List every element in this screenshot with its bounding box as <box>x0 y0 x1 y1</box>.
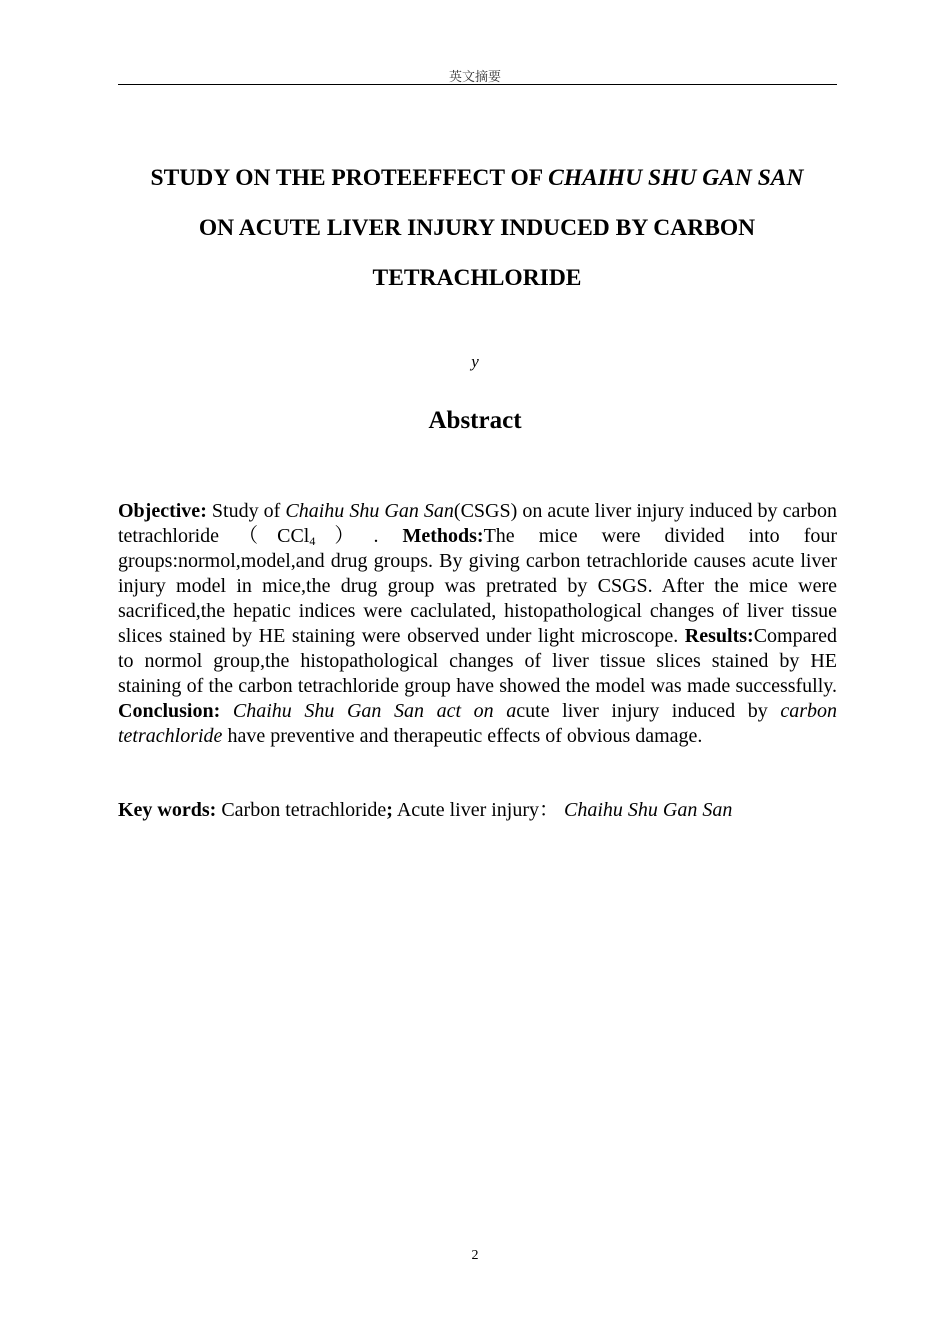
abstract-text: Study of <box>206 500 286 522</box>
abstract-italic-text: Chaihu Shu Gan San <box>285 500 454 522</box>
abstract-text: Compared to normol group,the histopathological changes of liver tissue slices stained by HE staining of the carbon tetrachloride group have showed the model was made successfully. <box>118 625 837 697</box>
title-line-1 <box>100 153 854 203</box>
keyword: Carbon tetrachloride <box>216 799 387 821</box>
abstract-text: have preventive and therapeutic effects of obvious damage. <box>222 725 703 747</box>
results-label: Results: <box>684 625 754 647</box>
running-header: 英文摘要 <box>448 70 501 85</box>
abstract-text: ）. <box>315 525 403 547</box>
keyword-separator: ; <box>386 799 393 821</box>
abstract-heading: Abstract <box>428 407 522 434</box>
objective-label: Objective: <box>118 500 207 522</box>
abstract-italic-text: carbon tetrachloride <box>118 700 838 747</box>
paper-title <box>100 153 854 303</box>
title-line-3: TETRACHLORIDE <box>372 265 582 291</box>
page-number: 2 <box>471 1248 479 1263</box>
abstract-italic-text: Chaihu Shu Gan San act on a <box>220 700 517 722</box>
abstract-text: cute liver injury induced by <box>516 700 781 722</box>
title-part-1-italic: CHAIHU SHU GAN SAN <box>548 165 804 191</box>
keyword: Acute liver injury： <box>392 799 560 821</box>
header-rule <box>118 84 837 85</box>
abstract-body <box>118 499 837 749</box>
methods-label: Methods: <box>402 525 484 547</box>
title-line-2: ON ACUTE LIVER INJURY INDUCED BY CARBON <box>198 215 756 241</box>
keywords-label: Key words: <box>118 799 217 821</box>
abstract-text: The mice were divided into four groups:normol,model,and drug groups. By giving carbon tetrachloride causes acute liver injury model in mice,the drug group was pretrated by CSGS. After the mice were sacrificed,the hepatic indices were caclulated, histopathological changes of liver tissue slices stained by HE staining were observed under light microscope. <box>118 525 838 647</box>
keyword-italic: Chaihu Shu Gan San <box>559 799 733 821</box>
author-line: y <box>471 352 479 371</box>
conclusion-label: Conclusion: <box>118 700 221 722</box>
subscript: 4 <box>309 534 316 548</box>
keywords <box>118 798 837 823</box>
abstract-text: (CSGS) on acute liver injury induced by carbon tetrachloride（CCl <box>118 500 838 547</box>
title-part-1: STUDY ON THE PROTEEFFECT OF <box>150 165 549 191</box>
